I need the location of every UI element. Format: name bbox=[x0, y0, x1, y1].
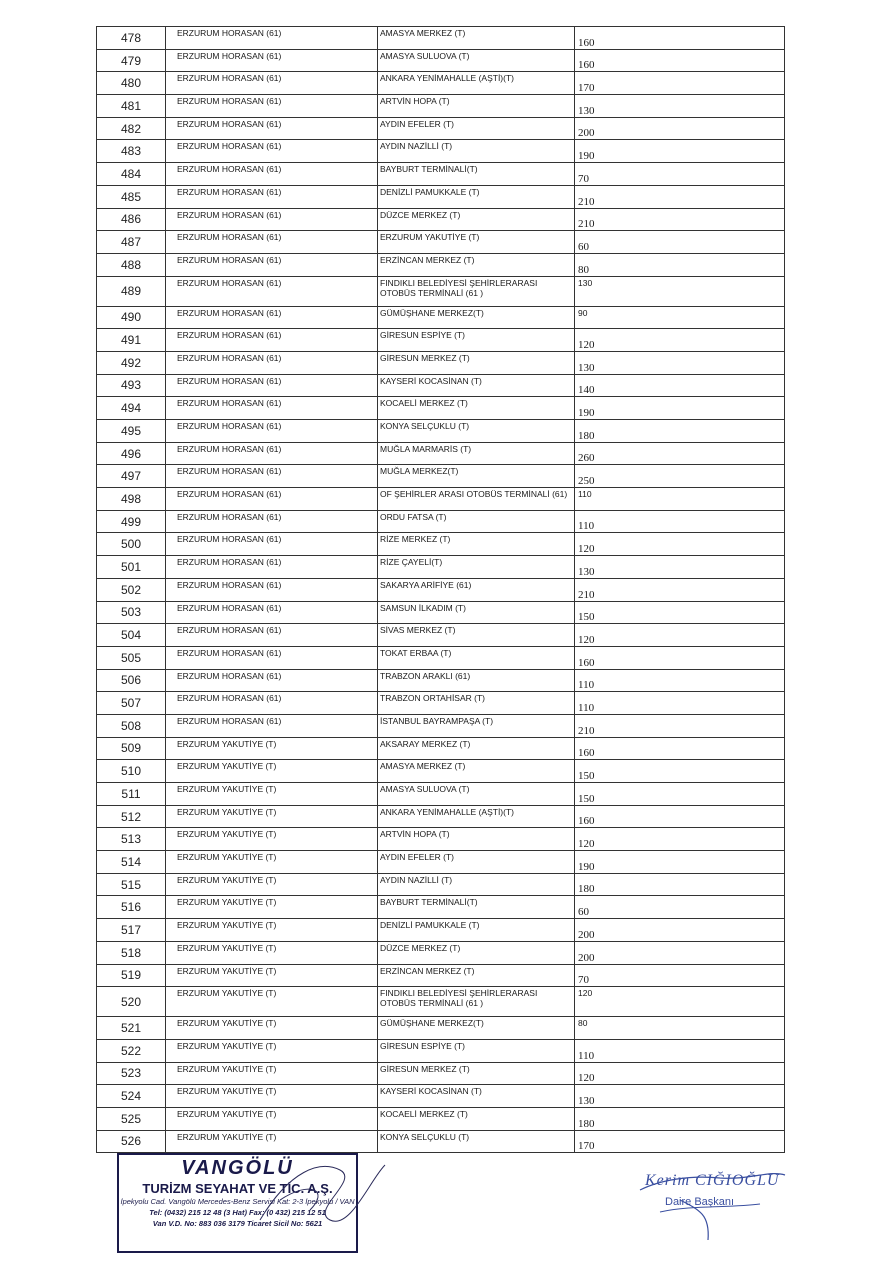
table-row bbox=[97, 556, 785, 579]
table-row bbox=[97, 760, 785, 783]
fare-price: 200 bbox=[575, 941, 785, 964]
origin-terminal: ERZURUM HORASAN (61) bbox=[166, 253, 378, 276]
destination-terminal: MUĞLA MERKEZ(T) bbox=[378, 465, 575, 488]
row-number: 520 bbox=[97, 987, 166, 1017]
signatory-name: Kerim CIĞIOĞLU bbox=[645, 1172, 780, 1189]
origin-terminal: ERZURUM YAKUTİYE (T) bbox=[166, 1085, 378, 1108]
table-row bbox=[97, 420, 785, 443]
fare-price: 70 bbox=[575, 964, 785, 987]
destination-terminal: KOCAELİ MERKEZ (T) bbox=[378, 1107, 575, 1130]
stamp-brand: VANGÖLÜ bbox=[181, 1157, 294, 1179]
fare-price: 200 bbox=[575, 117, 785, 140]
table-row bbox=[97, 1085, 785, 1108]
row-number: 493 bbox=[97, 374, 166, 397]
destination-terminal: İSTANBUL BAYRAMPAŞA (T) bbox=[378, 714, 575, 737]
origin-terminal: ERZURUM HORASAN (61) bbox=[166, 117, 378, 140]
destination-terminal: AYDIN NAZİLLİ (T) bbox=[378, 140, 575, 163]
fare-price: 80 bbox=[575, 1017, 785, 1040]
table-row bbox=[97, 117, 785, 140]
origin-terminal: ERZURUM YAKUTİYE (T) bbox=[166, 987, 378, 1017]
origin-terminal: ERZURUM HORASAN (61) bbox=[166, 276, 378, 306]
row-number: 495 bbox=[97, 420, 166, 443]
fare-price: 110 bbox=[575, 488, 785, 511]
table-row bbox=[97, 465, 785, 488]
row-number: 487 bbox=[97, 231, 166, 254]
table-row bbox=[97, 1062, 785, 1085]
fare-price: 210 bbox=[575, 578, 785, 601]
destination-terminal: ERZİNCAN MERKEZ (T) bbox=[378, 964, 575, 987]
table-row bbox=[97, 919, 785, 942]
fare-price: 200 bbox=[575, 919, 785, 942]
table-row bbox=[97, 185, 785, 208]
table-row bbox=[97, 964, 785, 987]
origin-terminal: ERZURUM HORASAN (61) bbox=[166, 533, 378, 556]
row-number: 496 bbox=[97, 442, 166, 465]
fare-price: 210 bbox=[575, 185, 785, 208]
row-number: 479 bbox=[97, 49, 166, 72]
row-number: 523 bbox=[97, 1062, 166, 1085]
origin-terminal: ERZURUM YAKUTİYE (T) bbox=[166, 783, 378, 806]
table-row bbox=[97, 442, 785, 465]
row-number: 516 bbox=[97, 896, 166, 919]
row-number: 480 bbox=[97, 72, 166, 95]
table-row bbox=[97, 1017, 785, 1040]
table-row bbox=[97, 95, 785, 118]
destination-terminal: ORDU FATSA (T) bbox=[378, 510, 575, 533]
fare-price: 190 bbox=[575, 851, 785, 874]
row-number: 498 bbox=[97, 488, 166, 511]
fare-price: 110 bbox=[575, 692, 785, 715]
destination-terminal: FINDIKLI BELEDİYESİ ŞEHİRLERARASI OTOBÜS TERMİNALİ (61 ) bbox=[378, 276, 575, 306]
table-row bbox=[97, 601, 785, 624]
destination-terminal: FINDIKLI BELEDİYESİ ŞEHİRLERARASI OTOBÜS TERMİNALİ (61 ) bbox=[378, 987, 575, 1017]
origin-terminal: ERZURUM HORASAN (61) bbox=[166, 624, 378, 647]
fare-price: 180 bbox=[575, 420, 785, 443]
fare-price: 60 bbox=[575, 896, 785, 919]
destination-terminal: AMASYA SULUOVA (T) bbox=[378, 49, 575, 72]
row-number: 492 bbox=[97, 351, 166, 374]
destination-terminal: ARTVİN HOPA (T) bbox=[378, 828, 575, 851]
row-number: 484 bbox=[97, 163, 166, 186]
fare-table-body bbox=[97, 27, 785, 1153]
fare-price: 170 bbox=[575, 1130, 785, 1153]
destination-terminal: AMASYA SULUOVA (T) bbox=[378, 783, 575, 806]
fare-price: 160 bbox=[575, 646, 785, 669]
destination-terminal: TOKAT ERBAA (T) bbox=[378, 646, 575, 669]
table-row bbox=[97, 253, 785, 276]
fare-price: 150 bbox=[575, 601, 785, 624]
fare-table bbox=[96, 26, 785, 1153]
fare-price: 130 bbox=[575, 1085, 785, 1108]
stamp-subtitle: TURİZM SEYAHAT VE TİC. A.Ş. bbox=[142, 1181, 333, 1196]
fare-price: 160 bbox=[575, 27, 785, 50]
row-number: 525 bbox=[97, 1107, 166, 1130]
fare-price: 190 bbox=[575, 140, 785, 163]
table-row bbox=[97, 49, 785, 72]
fare-price: 120 bbox=[575, 828, 785, 851]
destination-terminal: AYDIN NAZİLLİ (T) bbox=[378, 873, 575, 896]
table-row bbox=[97, 140, 785, 163]
destination-terminal: AKSARAY MERKEZ (T) bbox=[378, 737, 575, 760]
fare-price: 110 bbox=[575, 669, 785, 692]
table-row bbox=[97, 488, 785, 511]
fare-price: 210 bbox=[575, 208, 785, 231]
destination-terminal: TRABZON ORTAHİSAR (T) bbox=[378, 692, 575, 715]
destination-terminal: KAYSERİ KOCASİNAN (T) bbox=[378, 374, 575, 397]
destination-terminal: KAYSERİ KOCASİNAN (T) bbox=[378, 1085, 575, 1108]
row-number: 504 bbox=[97, 624, 166, 647]
destination-terminal: DÜZCE MERKEZ (T) bbox=[378, 941, 575, 964]
table-row bbox=[97, 1130, 785, 1153]
row-number: 481 bbox=[97, 95, 166, 118]
destination-terminal: GİRESUN MERKEZ (T) bbox=[378, 1062, 575, 1085]
destination-terminal: MUĞLA MARMARİS (T) bbox=[378, 442, 575, 465]
fare-price: 120 bbox=[575, 1062, 785, 1085]
row-number: 519 bbox=[97, 964, 166, 987]
origin-terminal: ERZURUM HORASAN (61) bbox=[166, 578, 378, 601]
destination-terminal: SİVAS MERKEZ (T) bbox=[378, 624, 575, 647]
row-number: 505 bbox=[97, 646, 166, 669]
row-number: 486 bbox=[97, 208, 166, 231]
table-row bbox=[97, 351, 785, 374]
row-number: 478 bbox=[97, 27, 166, 50]
destination-terminal: ARTVİN HOPA (T) bbox=[378, 95, 575, 118]
destination-terminal: AMASYA MERKEZ (T) bbox=[378, 760, 575, 783]
row-number: 518 bbox=[97, 941, 166, 964]
origin-terminal: ERZURUM HORASAN (61) bbox=[166, 714, 378, 737]
row-number: 491 bbox=[97, 329, 166, 352]
fare-price: 110 bbox=[575, 1039, 785, 1062]
origin-terminal: ERZURUM HORASAN (61) bbox=[166, 163, 378, 186]
fare-price: 90 bbox=[575, 306, 785, 329]
fare-price: 130 bbox=[575, 556, 785, 579]
origin-terminal: ERZURUM HORASAN (61) bbox=[166, 72, 378, 95]
fare-price: 120 bbox=[575, 624, 785, 647]
fare-price: 120 bbox=[575, 329, 785, 352]
origin-terminal: ERZURUM YAKUTİYE (T) bbox=[166, 964, 378, 987]
table-row bbox=[97, 805, 785, 828]
row-number: 517 bbox=[97, 919, 166, 942]
table-row bbox=[97, 533, 785, 556]
destination-terminal: GİRESUN MERKEZ (T) bbox=[378, 351, 575, 374]
destination-terminal: DENİZLİ PAMUKKALE (T) bbox=[378, 185, 575, 208]
table-row bbox=[97, 329, 785, 352]
table-row bbox=[97, 578, 785, 601]
row-number: 514 bbox=[97, 851, 166, 874]
fare-price: 120 bbox=[575, 987, 785, 1017]
table-row bbox=[97, 692, 785, 715]
table-row bbox=[97, 163, 785, 186]
destination-terminal: ERZURUM YAKUTİYE (T) bbox=[378, 231, 575, 254]
row-number: 512 bbox=[97, 805, 166, 828]
stamp-address: İpekyolu Cad. Vangölü Mercedes-Benz Servisi Kat: 2-3 İpekyolu / VAN bbox=[120, 1197, 355, 1206]
row-number: 499 bbox=[97, 510, 166, 533]
table-row bbox=[97, 646, 785, 669]
destination-terminal: AYDIN EFELER (T) bbox=[378, 117, 575, 140]
row-number: 524 bbox=[97, 1085, 166, 1108]
row-number: 513 bbox=[97, 828, 166, 851]
destination-terminal: ANKARA YENİMAHALLE (AŞTİ)(T) bbox=[378, 72, 575, 95]
table-row bbox=[97, 208, 785, 231]
destination-terminal: DENİZLİ PAMUKKALE (T) bbox=[378, 919, 575, 942]
destination-terminal: GÜMÜŞHANE MERKEZ(T) bbox=[378, 306, 575, 329]
fare-price: 60 bbox=[575, 231, 785, 254]
fare-price: 130 bbox=[575, 351, 785, 374]
row-number: 506 bbox=[97, 669, 166, 692]
fare-price: 130 bbox=[575, 95, 785, 118]
table-row bbox=[97, 714, 785, 737]
origin-terminal: ERZURUM HORASAN (61) bbox=[166, 95, 378, 118]
destination-terminal: AYDIN EFELER (T) bbox=[378, 851, 575, 874]
destination-terminal: KOCAELİ MERKEZ (T) bbox=[378, 397, 575, 420]
stamp-signature-scribble bbox=[250, 1150, 390, 1240]
origin-terminal: ERZURUM YAKUTİYE (T) bbox=[166, 1017, 378, 1040]
row-number: 483 bbox=[97, 140, 166, 163]
origin-terminal: ERZURUM YAKUTİYE (T) bbox=[166, 1130, 378, 1153]
official-signature bbox=[620, 1160, 790, 1250]
row-number: 494 bbox=[97, 397, 166, 420]
fare-price: 160 bbox=[575, 737, 785, 760]
destination-terminal: OF ŞEHİRLER ARASI OTOBÜS TERMİNALİ (61) bbox=[378, 488, 575, 511]
table-row bbox=[97, 669, 785, 692]
signatory-title: Daire Başkanı bbox=[665, 1196, 735, 1208]
table-row bbox=[97, 374, 785, 397]
origin-terminal: ERZURUM HORASAN (61) bbox=[166, 488, 378, 511]
table-row bbox=[97, 624, 785, 647]
table-row bbox=[97, 1039, 785, 1062]
origin-terminal: ERZURUM HORASAN (61) bbox=[166, 397, 378, 420]
origin-terminal: ERZURUM YAKUTİYE (T) bbox=[166, 737, 378, 760]
row-number: 515 bbox=[97, 873, 166, 896]
row-number: 501 bbox=[97, 556, 166, 579]
row-number: 490 bbox=[97, 306, 166, 329]
row-number: 511 bbox=[97, 783, 166, 806]
origin-terminal: ERZURUM YAKUTİYE (T) bbox=[166, 828, 378, 851]
origin-terminal: ERZURUM HORASAN (61) bbox=[166, 646, 378, 669]
row-number: 522 bbox=[97, 1039, 166, 1062]
table-row bbox=[97, 276, 785, 306]
origin-terminal: ERZURUM HORASAN (61) bbox=[166, 556, 378, 579]
table-row bbox=[97, 1107, 785, 1130]
destination-terminal: RİZE ÇAYELİ(T) bbox=[378, 556, 575, 579]
fare-price: 250 bbox=[575, 465, 785, 488]
table-row bbox=[97, 783, 785, 806]
origin-terminal: ERZURUM HORASAN (61) bbox=[166, 329, 378, 352]
origin-terminal: ERZURUM HORASAN (61) bbox=[166, 185, 378, 208]
row-number: 500 bbox=[97, 533, 166, 556]
fare-price: 210 bbox=[575, 714, 785, 737]
fare-price: 180 bbox=[575, 873, 785, 896]
origin-terminal: ERZURUM HORASAN (61) bbox=[166, 669, 378, 692]
fare-price: 180 bbox=[575, 1107, 785, 1130]
row-number: 485 bbox=[97, 185, 166, 208]
origin-terminal: ERZURUM YAKUTİYE (T) bbox=[166, 1062, 378, 1085]
origin-terminal: ERZURUM YAKUTİYE (T) bbox=[166, 851, 378, 874]
origin-terminal: ERZURUM HORASAN (61) bbox=[166, 374, 378, 397]
origin-terminal: ERZURUM YAKUTİYE (T) bbox=[166, 1039, 378, 1062]
destination-terminal: GİRESUN ESPİYE (T) bbox=[378, 1039, 575, 1062]
destination-terminal: KONYA SELÇUKLU (T) bbox=[378, 1130, 575, 1153]
origin-terminal: ERZURUM HORASAN (61) bbox=[166, 442, 378, 465]
destination-terminal: RİZE MERKEZ (T) bbox=[378, 533, 575, 556]
stamp-phone: Tel: (0432) 215 12 48 (3 Hat) Fax: (0 432) 215 12 51 bbox=[149, 1208, 326, 1217]
row-number: 482 bbox=[97, 117, 166, 140]
destination-terminal: ERZİNCAN MERKEZ (T) bbox=[378, 253, 575, 276]
fare-price: 120 bbox=[575, 533, 785, 556]
origin-terminal: ERZURUM YAKUTİYE (T) bbox=[166, 760, 378, 783]
row-number: 521 bbox=[97, 1017, 166, 1040]
origin-terminal: ERZURUM YAKUTİYE (T) bbox=[166, 896, 378, 919]
destination-terminal: AMASYA MERKEZ (T) bbox=[378, 27, 575, 50]
origin-terminal: ERZURUM YAKUTİYE (T) bbox=[166, 919, 378, 942]
fare-price: 160 bbox=[575, 49, 785, 72]
destination-terminal: TRABZON ARAKLI (61) bbox=[378, 669, 575, 692]
fare-price: 260 bbox=[575, 442, 785, 465]
origin-terminal: ERZURUM HORASAN (61) bbox=[166, 140, 378, 163]
origin-terminal: ERZURUM HORASAN (61) bbox=[166, 49, 378, 72]
origin-terminal: ERZURUM YAKUTİYE (T) bbox=[166, 805, 378, 828]
destination-terminal: BAYBURT TERMİNALİ(T) bbox=[378, 896, 575, 919]
fare-price: 150 bbox=[575, 760, 785, 783]
origin-terminal: ERZURUM HORASAN (61) bbox=[166, 208, 378, 231]
fare-price: 130 bbox=[575, 276, 785, 306]
stamp-tax-info: Van V.D. No: 883 036 3179 Ticaret Sicil No: 5621 bbox=[152, 1219, 323, 1228]
fare-table-container bbox=[96, 26, 784, 1153]
table-row bbox=[97, 397, 785, 420]
table-row bbox=[97, 873, 785, 896]
table-row bbox=[97, 987, 785, 1017]
table-row bbox=[97, 27, 785, 50]
table-row bbox=[97, 828, 785, 851]
destination-terminal: DÜZCE MERKEZ (T) bbox=[378, 208, 575, 231]
table-row bbox=[97, 306, 785, 329]
row-number: 508 bbox=[97, 714, 166, 737]
fare-price: 70 bbox=[575, 163, 785, 186]
origin-terminal: ERZURUM HORASAN (61) bbox=[166, 27, 378, 50]
destination-terminal: BAYBURT TERMİNALİ(T) bbox=[378, 163, 575, 186]
table-row bbox=[97, 72, 785, 95]
fare-price: 170 bbox=[575, 72, 785, 95]
origin-terminal: ERZURUM YAKUTİYE (T) bbox=[166, 1107, 378, 1130]
origin-terminal: ERZURUM HORASAN (61) bbox=[166, 692, 378, 715]
origin-terminal: ERZURUM HORASAN (61) bbox=[166, 306, 378, 329]
origin-terminal: ERZURUM YAKUTİYE (T) bbox=[166, 941, 378, 964]
table-row bbox=[97, 737, 785, 760]
fare-price: 150 bbox=[575, 783, 785, 806]
origin-terminal: ERZURUM HORASAN (61) bbox=[166, 465, 378, 488]
row-number: 526 bbox=[97, 1130, 166, 1153]
origin-terminal: ERZURUM YAKUTİYE (T) bbox=[166, 873, 378, 896]
table-row bbox=[97, 896, 785, 919]
origin-terminal: ERZURUM HORASAN (61) bbox=[166, 510, 378, 533]
table-row bbox=[97, 510, 785, 533]
table-row bbox=[97, 851, 785, 874]
fare-price: 160 bbox=[575, 805, 785, 828]
destination-terminal: SAKARYA ARİFİYE (61) bbox=[378, 578, 575, 601]
origin-terminal: ERZURUM HORASAN (61) bbox=[166, 601, 378, 624]
row-number: 507 bbox=[97, 692, 166, 715]
origin-terminal: ERZURUM HORASAN (61) bbox=[166, 420, 378, 443]
fare-price: 80 bbox=[575, 253, 785, 276]
destination-terminal: GİRESUN ESPİYE (T) bbox=[378, 329, 575, 352]
destination-terminal: KONYA SELÇUKLU (T) bbox=[378, 420, 575, 443]
row-number: 510 bbox=[97, 760, 166, 783]
row-number: 509 bbox=[97, 737, 166, 760]
origin-terminal: ERZURUM HORASAN (61) bbox=[166, 231, 378, 254]
table-row bbox=[97, 231, 785, 254]
destination-terminal: GÜMÜŞHANE MERKEZ(T) bbox=[378, 1017, 575, 1040]
table-row bbox=[97, 941, 785, 964]
row-number: 497 bbox=[97, 465, 166, 488]
destination-terminal: SAMSUN İLKADIM (T) bbox=[378, 601, 575, 624]
origin-terminal: ERZURUM HORASAN (61) bbox=[166, 351, 378, 374]
destination-terminal: ANKARA YENİMAHALLE (AŞTİ)(T) bbox=[378, 805, 575, 828]
row-number: 502 bbox=[97, 578, 166, 601]
fare-price: 110 bbox=[575, 510, 785, 533]
fare-price: 190 bbox=[575, 397, 785, 420]
row-number: 488 bbox=[97, 253, 166, 276]
row-number: 503 bbox=[97, 601, 166, 624]
row-number: 489 bbox=[97, 276, 166, 306]
fare-price: 140 bbox=[575, 374, 785, 397]
